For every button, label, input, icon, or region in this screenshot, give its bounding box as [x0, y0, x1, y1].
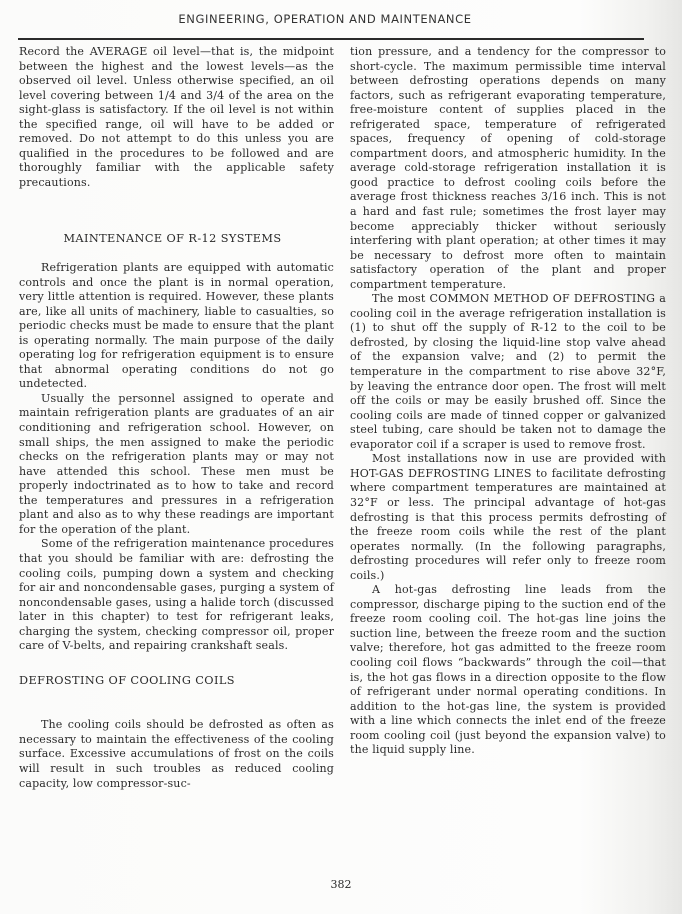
heading-maintenance-r12: MAINTENANCE OF R-12 SYSTEMS: [63, 232, 282, 246]
paragraph-oil-level: Record the AVERAGE oil level—that is, the midpoint between the highest and the lowest levels—as the observed oil level. Unless otherwise specified, an oil level covering between 1/4 and 3/4 of the area on the sight-glass is satisfactory. If the oil level is not within the specified range, oil will have to be added or removed. Do not attempt to do this unless you are qualified in the procedures to be followed and are thoroughly familiar with the applicable safety precautions.: [19, 45, 334, 189]
running-head: ENGINEERING, OPERATION AND MAINTENANCE: [178, 12, 472, 26]
paragraph-cooling-coils: The cooling coils should be defrosted as often as necessary to maintain the effectiveness of the cooling surface. Excessive accumulations of frost on the coils will result in such troubles as reduced cooling capacity, low compressor-suc-: [19, 718, 334, 790]
heading-defrosting-cooling-coils: DEFROSTING OF COOLING COILS: [19, 673, 235, 687]
paragraph-common-method: The most COMMON METHOD OF DEFROSTING a cooling coil in the average refrigeration installation is (1) to shut off the supply of R-12 to the coil to be defrosted, by closing the liquid-line stop valve ahead of the expansion valve; and (2) to permit the temperature in the compartment to rise above 32°F, by leaving the entrance door open. The frost will melt off the coils or may be easily brushed off. Since the cooling coils are made of tinned copper or galvanized steel tubing, care should be taken not to damage the evaporator coil if a scraper is used to remove frost.: [350, 292, 666, 451]
paragraph-refrigeration-plants: Refrigeration plants are equipped with automatic controls and once the plant is in normal operation, very little attention is required. However, these plants are, like all units of machinery, liable to casualties, so periodic checks must be made to ensure that the plant is operating normally. The main purpose of the daily operating log for refrigeration equipment is to ensure that abnormal operating conditions do not go undetected.: [19, 261, 334, 391]
paragraph-continued-suction-pressure: tion pressure, and a tendency for the compressor to short-cycle. The maximum permissible time interval between defrosting operations depends on many factors, such as refrigerant evaporating temperature, free-moisture content of supplies placed in the refrigerated space, temperature of refrigerated spaces, frequency of opening of cold-storage compartment doors, and atmospheric humidity. In the average cold-storage refrigeration installation it is good practice to defrost cooling coils before the average frost thickness reaches 3/16 inch. This is not a hard and fast rule; sometimes the frost layer may become appreciably thicker without seriously interfering with plant operation; at other times it may be necessary to defrost more often to maintain satisfactory operation of the plant and proper compartment temperature.: [350, 45, 666, 291]
paragraph-maintenance-procedures: Some of the refrigeration maintenance procedures that you should be familiar with are: defrosting the cooling coils, pumping down a system and checking for air and noncondensable gases, purging a system of noncondensable gases, using a halide torch (discussed later in this chapter) to test for refrigerant leaks, charging the system, checking compressor oil, proper care of V-belts, and repairing crankshaft seals.: [19, 537, 334, 653]
right-column: [350, 45, 666, 758]
page-number: 382: [330, 878, 352, 891]
left-column: [19, 45, 334, 791]
paragraph-personnel: Usually the personnel assigned to operate and maintain refrigeration plants are graduates of an air conditioning and refrigeration school. However, on small ships, the men assigned to make the periodic checks on the refrigeration plants may or may not have attended this school. These men must be properly indoctrinated as to how to take and record the temperatures and pressures in a refrigeration plant and also as to why these readings are important for the operation of the plant.: [19, 391, 334, 536]
paragraph-hot-gas-defrosting-lines: Most installations now in use are provided with HOT-GAS DEFROSTING LINES to facilitate defrosting where compartment temperatures are maintained at 32°F or less. The principal advantage of hot-gas defrosting is that this process permits defrosting of the freeze room coils while the rest of the plant operates normally. (In the following paragraphs, defrosting procedures will refer only to freeze room coils.): [350, 452, 666, 582]
paragraph-hot-gas-line: A hot-gas defrosting line leads from the compressor, discharge piping to the suction end of the freeze room cooling coil. The hot-gas line joins the suction line, between the freeze room and the suction valve; therefore, hot gas admitted to the freeze room cooling coil flows “backwards” through the coil—that is, the hot gas flows in a direction opposite to the flow of refrigerant under normal operating conditions. In addition to the hot-gas line, the system is provided with a line which connects the inlet end of the freeze room cooling coil (just beyond the expansion valve) to the liquid supply line.: [350, 583, 666, 757]
header-rule: [18, 38, 644, 40]
